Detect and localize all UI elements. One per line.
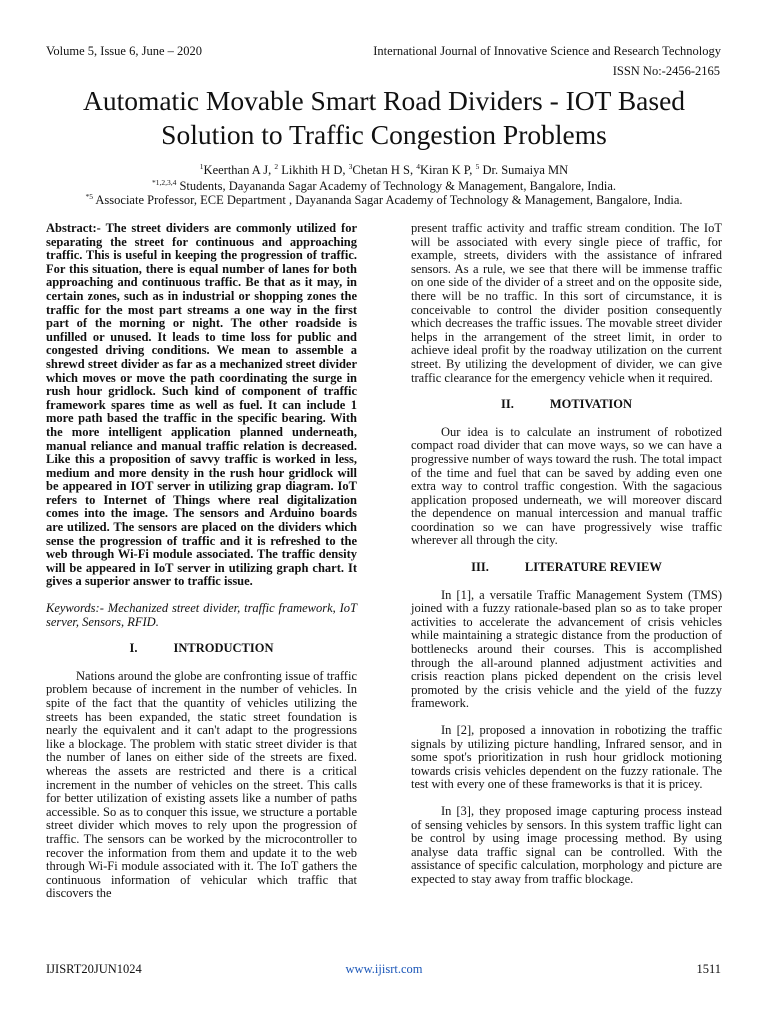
author-name: Dr. Sumaiya MN: [479, 163, 569, 177]
literature-paragraph-3: In [3], they proposed image capturing process instead of sensing vehicles by sensors. In this system traffic light can be control by using image processing method. By using analyse data traffic signal can be controlled. With the assistance of specific calculation, morphology and picture are expected to stay away from traffic blockage.: [411, 803, 722, 886]
issn: ISSN No:-2456-2165: [612, 64, 720, 78]
footer-website-link[interactable]: www.ijisrt.com: [345, 962, 423, 976]
left-column: [46, 222, 357, 901]
author-sup: 5: [475, 161, 480, 171]
author-name: Keerthan A J,: [203, 163, 275, 177]
section-heading-motivation: [411, 398, 722, 412]
paper-title: Automatic Movable Smart Road Dividers - IOT Based Solution to Traffic Congestion Problems: [82, 85, 686, 150]
introduction-paragraph: Nations around the globe are confronting issue of traffic problem because of increment in the number of vehicles. In spite of the fact that the quantity of vehicles utilizing the streets has been expanded, the static street foundation is nearly the equivalent and it can't adapt to the progressions like a blockage. The problem with static street divider is that the number of lanes on either side of the streets are fixed. whereas the assets are restricted and there is a critical increment in the number of vehicles on the street. This calls for better utilization of existing assets like a number of paths accessible. So as to conquer this issue, we structure a portable street divider which moves to rely upon the progression of traffic. The sensors can be worked by the microcontroller to recover the information from them and update it to the web through Wi-Fi module associated with it. The IoT gathers the continuous information of vehicular which traffic that discovers the: [46, 668, 357, 901]
section-number: III.: [471, 560, 489, 575]
author-sup: 2: [274, 161, 279, 171]
volume-issue: Volume 5, Issue 6, June – 2020: [46, 44, 203, 58]
keywords: Keywords:- Mechanized street divider, traffic framework, IoT server, Sensors, RFID.: [46, 601, 357, 629]
motivation-paragraph: Our idea is to calculate an instrument of robotized compact road divider that can move ways, so we can have a progressive number of ways toward the rush. The total impact of the time and fuel that can be saved by adding even one extra way to control traffic congestion. With the sagacious application proposed underneath, we will moreover discard the dependence on manual intercession and manual traffic coordination so we can have progressively wise traffic wherever all through the city.: [411, 424, 722, 548]
author-sup: 3: [348, 161, 353, 171]
literature-paragraph-1: In [1], a versatile Traffic Management System (TMS) joined with a fuzzy rationale-based plan so as to take proper activities to accelerate the advancement of crisis vehicles while maintaining a strategic distance from the production of bottlenecks around their courses. This is accomplished through the all-around planned adjustment activities and crisis reaction plans picked dependent on the crisis level promoted by the crisis vehicle and the yield of the fuzzy framework.: [411, 587, 722, 711]
section-heading-introduction: [46, 642, 357, 656]
abstract: Abstract:- The street dividers are commonly utilized for separating the street for continuous and approaching traffic. This is useful in keeping the progression of traffic. For this situation, there is equal number of lanes for both approaching and continuous traffic. Be that as it may, in certain zones, such as in industrial or shopping zones the traffic for the most part streams a one way in the first part of the morning or night. The other roadside is unfilled or unused. It leads to time loss for public and congested driving conditions. We mean to assemble a shrewd street divider as far as a mechanized street divider which moves or move the path coordinating the surge in rush hour gridlock. Such kind of component of traffic framework spares time as well as fuel. It can include 1 more path based the traffic in the specific bearing. With the more intelligent application planned underneath, manual reliance and manual traffic relation is decreased. Like this a proposition of savvy traffic is worked in less, medium and more density in the rush hour gridlock will be appeared in IOT server in utilizing grap diagram. IoT refers to Internet of Things where real digitalization comes into the image. The sensors and Arduino boards are utilized. The sensors are placed on the dividers which sense the progression of traffic and it is refreshed to the web through Wi-Fi module associated. The traffic density will be appeared in IoT server in utilizing graph chart. It gives a superior answer to traffic issue.: [46, 221, 357, 589]
section-title: MOTIVATION: [549, 397, 633, 412]
introduction-continued: present traffic activity and traffic stream condition. The IoT will be associated with every single piece of traffic, for example, streets, dividers with the assistance of infrared sensors. As a rule, we see that there will be immense traffic on one side of the divider of a street and on the opposite side, there will be no traffic. In this sort of circumstance, it is conceivable to control the divider position consequently which decreases the traffic issues. The movable street divider helps in the arrangement of the street limit, in order to achieve ideal profit by the roadway utilization on the current street. By utilizing the development of divider, we can give traffic clearance for the emergency vehicle when it required.: [411, 221, 722, 385]
section-title: INTRODUCTION: [173, 641, 274, 656]
section-number: II.: [500, 397, 514, 412]
journal-name: International Journal of Innovative Science and Research Technology: [373, 44, 721, 58]
section-heading-literature-review: [411, 561, 722, 575]
affiliation-sup: *5: [85, 191, 93, 201]
affiliation-text: Students, Dayananda Sagar Academy of Technology & Management, Bangalore, India.: [176, 179, 617, 193]
affiliation-text: Associate Professor, ECE Department , Dayananda Sagar Academy of Technology & Management, Bangalore, India.: [92, 193, 683, 207]
literature-paragraph-2: In [2], proposed a innovation in robotizing the traffic signals by utilizing picture handling, Infrared sensor, and in some spot's prioritization in rush hour gridlock motioning towards crisis vehicles dependent on the fuzzy rationale. The test with every one of these frameworks is that it is pricey.: [411, 723, 722, 792]
section-number: I.: [129, 641, 138, 656]
footer-page-number: 1511: [696, 962, 721, 976]
author-list: [40, 163, 728, 178]
right-column: [411, 222, 722, 887]
affiliation-professor: [40, 193, 728, 208]
affiliation-sup: *1,2,3,4: [151, 177, 177, 187]
footer-paper-id: IJISRT20JUN1024: [46, 962, 142, 976]
author-sup: 1: [199, 161, 204, 171]
section-title: LITERATURE REVIEW: [524, 560, 662, 575]
author-sup: 4: [416, 161, 420, 171]
author-name: Chetan H S,: [352, 163, 417, 177]
author-name: Likhith H D,: [278, 163, 349, 177]
affiliation-students: [40, 179, 728, 194]
author-name: Kiran K P,: [420, 163, 476, 177]
